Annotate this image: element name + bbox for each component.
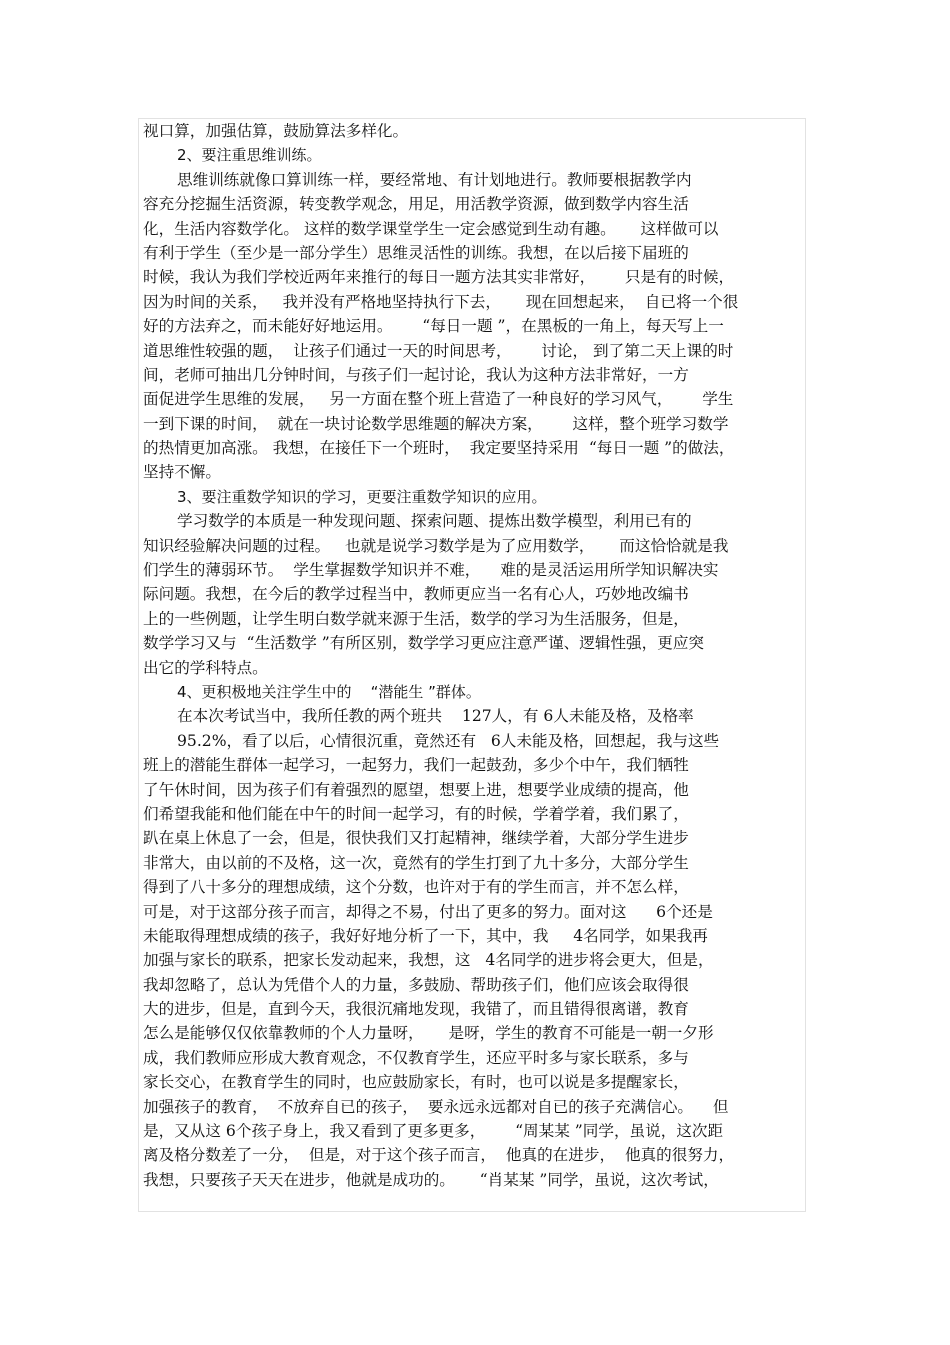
text-line: 们希望我能和他们能在中午的时间一起学习，有的时候，学着学着，我们累了， [143,804,689,823]
document-body [143,119,807,1192]
text-line: 得到了八十多分的理想成绩，这个分数，也许对于有的学生而言，并不怎么样， [143,878,689,897]
text-line: 有利于学生（至少是一部分学生）思维灵活性的训练。我想，在以后接下届班的 [143,243,689,262]
text-line: 视口算，加强估算，鼓励算法多样化。 [143,122,409,140]
text-line: 际问题。我想，在今后的教学过程当中，教师更应当一名有心人，巧妙地改编书 [143,585,689,604]
text-line: 时候，我认为我们学校近两年来推行的每日一题方法其实非常好， 只是有的时候， [143,268,735,287]
section-heading-3: 3、要注重数学知识的学习，更要注重数学知识的应用。 [177,487,547,506]
text-line: 一到下课的时间， 就在一块讨论数学思维题的解决方案， 这样，整个班学习数学 [143,414,729,433]
section-heading-4: 4、更积极地关注学生中的 “潜能生 ”群体。 [177,682,481,701]
text-line: 趴在桌上休息了一会，但是，很快我们又打起精神，继续学着，大部分学生进步 [143,829,689,848]
text-line: 大的进步，但是，直到今天，我很沉痛地发现，我错了，而且错得很离谱，教育 [143,1000,689,1019]
text-line: 道思维性较强的题， 让孩子们通过一天的时间思考， 讨论， 到了第二天上课的时 [143,341,734,360]
text-line: 了午休时间，因为孩子们有着强烈的愿望，想要上进，想要学业成绩的提高，他 [143,780,689,799]
text-line: 家长交心，在教育学生的同时，也应鼓励家长，有时，也可以说是多提醒家长， [143,1073,689,1092]
text-line: 化，生活内容数学化。 这样的数学课堂学生一定会感觉到生动有趣。 这样做可以 [143,219,719,238]
text-line: 容充分挖掘生活资源，转变教学观念，用足，用活教学资源，做到数学内容生活 [143,195,689,214]
text-line: 因为时间的关系， 我并没有严格地坚持执行下去， 现在回想起来， 自已将一个很 [143,292,739,311]
text-line: 数学学习又与 “生活数学 ”有所区别，数学学习更应注意严谨、逻辑性强，更应突 [143,634,705,653]
text-line: 未能取得理想成绩的孩子，我好好地分析了一下，其中，我 4名同学，如果我再 [143,926,708,945]
text-line: 可是，对于这部分孩子而言，却得之不易，付出了更多的努力。面对这 6个还是 [143,902,713,921]
text-line: 加强孩子的教育， 不放弃自已的孩子， 要永远永远都对自已的孩子充满信心。 但 [143,1097,729,1116]
text-line: 是，又从这 6个孩子身上，我又看到了更多更多， “周某某 ”同学，虽说，这次距 [143,1122,724,1141]
text-line: 加强与家长的联系，把家长发动起来，我想，这 4名同学的进步将会更大，但是， [143,951,714,970]
text-line: 95.2%，看了以后，心情很沉重，竟然还有 6人未能及格，回想起，我与这些 [177,731,720,750]
text-line: 我却忽略了，总认为凭借个人的力量，多鼓励、帮助孩子们，他们应该会取得很 [143,975,689,994]
text-line: 坚持不懈。 [143,463,221,482]
text-line: 的热情更加高涨。 我想，在接任下一个班时， 我定要坚持采用 “每日一题 ”的做法， [143,439,735,458]
text-line: 面促进学生思维的发展， 另一方面在整个班上营造了一种良好的学习风气， 学生 [143,390,734,409]
text-line: 上的一些例题，让学生明白数学就来源于生活，数学的学习为生活服务，但是， [143,609,689,628]
text-line: 在本次考试当中，我所任教的两个班共 127人，有 6人未能及格，及格率 [177,707,694,726]
text-line: 班上的潜能生群体一起学习，一起努力，我们一起鼓劲，多少个中午，我们牺牲 [143,756,689,775]
text-line: 成，我们教师应形成大教育观念，不仅教育学生，还应平时多与家长联系，多与 [143,1048,689,1067]
text-line: 离及格分数差了一分， 但是，对于这个孩子而言， 他真的在进步， 他真的很努力， [143,1146,735,1165]
text-line: 学习数学的本质是一种发现问题、探索问题、提炼出数学模型，利用已有的 [177,512,692,531]
text-line: 们学生的薄弱环节。 学生掌握数学知识并不难， 难的是灵活运用所学知识解决实 [143,561,719,580]
text-line: 非常大，由以前的不及格，这一次，竟然有的学生打到了九十多分，大部分学生 [143,853,689,872]
section-heading-2: 2、要注重思维训练。 [177,146,322,165]
text-line: 间，老师可抽出几分钟时间，与孩子们一起讨论，我认为这种方法非常好，一方 [143,365,689,384]
text-line: 出它的学科特点。 [143,658,268,677]
text-line: 好的方法弃之，而未能好好地运用。 “每日一题 ”，在黑板的一角上，每天写上一 [143,317,724,336]
text-line: 我想，只要孩子天天在进步，他就是成功的。 “肖某某 ”同学，虽说，这次考试， [143,1170,719,1189]
text-line: 知识经验解决问题的过程。 也就是说学习数学是为了应用数学， 而这恰恰就是我 [143,536,729,555]
text-line: 怎么是能够仅仅依靠教师的个人力量呀， 是呀，学生的教育不可能是一朝一夕形 [143,1024,714,1043]
text-line: 思维训练就像口算训练一样，要经常地、有计划地进行。教师要根据教学内 [177,170,692,189]
